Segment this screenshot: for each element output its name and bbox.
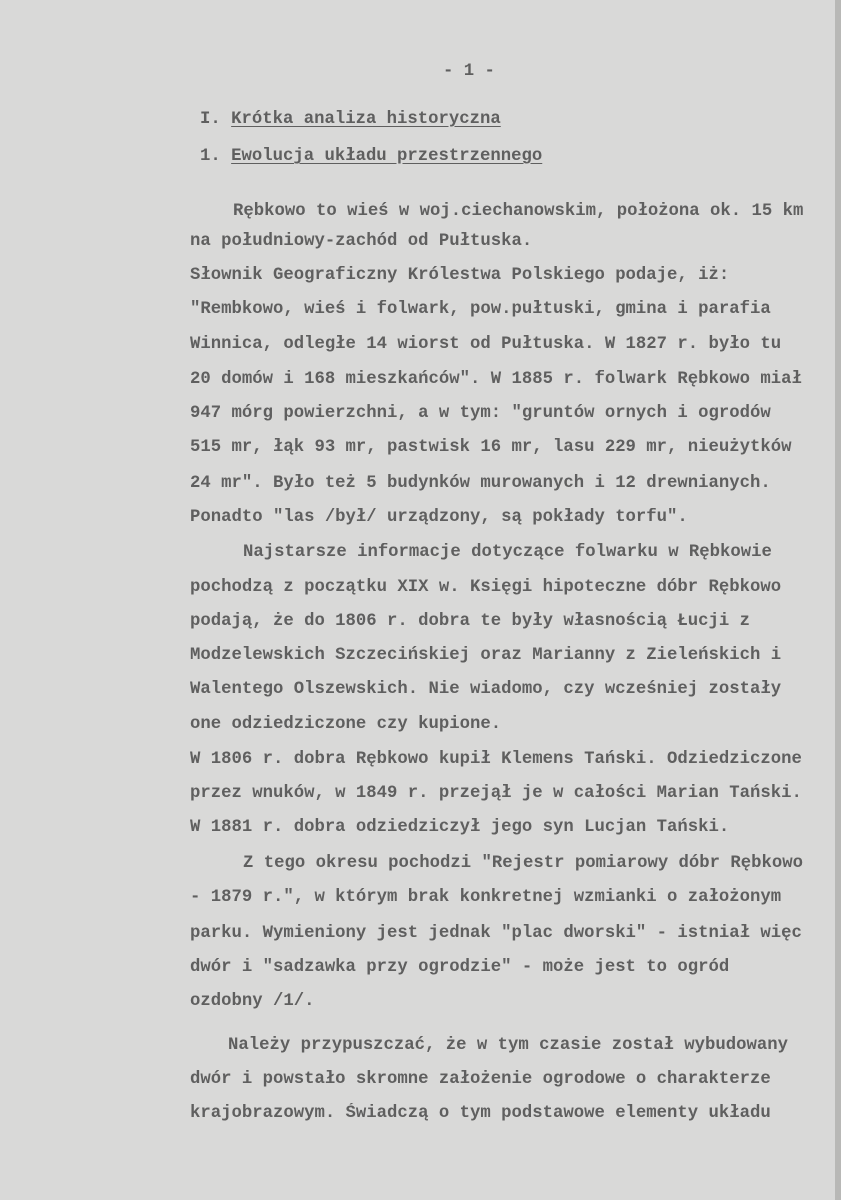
text-line: dwór i powstało skromne założenie ogrodowe o charakterze	[190, 1070, 771, 1089]
paper-edge	[835, 0, 841, 1200]
text-line: pochodzą z początku XIX w. Księgi hipoteczne dóbr Rębkowo	[190, 578, 782, 597]
section-heading	[200, 110, 501, 130]
text-line: Walentego Olszewskich. Nie wiadomo, czy wcześniej zostały	[190, 680, 782, 699]
text-line: "Rembkowo, wieś i folwark, pow.pułtuski, gmina i parafia	[190, 300, 771, 319]
text-line: dwór i "sadzawka przy ogrodzie" - może jest to ogród	[190, 958, 730, 977]
section-title: Krótka analiza historyczna	[231, 110, 501, 129]
text-line: W 1881 r. dobra odziedziczył jego syn Lucjan Tański.	[190, 818, 730, 837]
text-line: Należy przypuszczać, że w tym czasie został wybudowany	[228, 1036, 789, 1055]
text-line: ozdobny /1/.	[190, 992, 315, 1011]
text-line: krajobrazowym. Świadczą o tym podstawowe elementy układu	[190, 1104, 771, 1123]
section-number: I.	[200, 110, 221, 129]
text-line: Słownik Geograficzny Królestwa Polskiego podaje, iż:	[190, 266, 730, 285]
text-line: Z tego okresu pochodzi "Rejestr pomiarowy dóbr Rębkowo	[243, 854, 804, 873]
text-line: Rębkowo to wieś w woj.ciechanowskim, położona ok. 15 km	[233, 202, 804, 221]
text-line: przez wnuków, w 1849 r. przejął je w całości Marian Tański.	[190, 784, 802, 803]
text-line: 515 mr, łąk 93 mr, pastwisk 16 mr, lasu 229 mr, nieużytków	[190, 438, 792, 457]
text-line: 20 domów i 168 mieszkańców". W 1885 r. folwark Rębkowo miał	[190, 370, 802, 389]
text-line: Najstarsze informacje dotyczące folwarku w Rębkowie	[243, 543, 772, 562]
text-line: Winnica, odległe 14 wiorst od Pułtuska. W 1827 r. było tu	[190, 335, 782, 354]
text-line: W 1806 r. dobra Rębkowo kupił Klemens Tański. Odziedziczone	[190, 750, 802, 769]
text-line: parku. Wymieniony jest jednak "plac dworski" - istniał więc	[190, 924, 802, 943]
subsection-title: Ewolucja układu przestrzennego	[231, 147, 543, 166]
subsection-heading	[200, 147, 542, 167]
text-line: 24 mr". Było też 5 budynków murowanych i 12 drewnianych.	[190, 474, 771, 493]
text-line: - 1879 r.", w którym brak konkretnej wzmianki o założonym	[190, 888, 782, 907]
text-line: podają, że do 1806 r. dobra te były własnością Łucji z	[190, 612, 751, 631]
text-line: Ponadto "las /był/ urządzony, są pokłady torfu".	[190, 508, 688, 527]
page-number: - 1 -	[443, 62, 495, 81]
subsection-number: 1.	[200, 147, 221, 166]
text-line: Modzelewskich Szczecińskiej oraz Marianny z Zieleńskich i	[190, 646, 782, 665]
text-line: na południowy-zachód od Pułtuska.	[190, 232, 533, 251]
text-line: 947 mórg powierzchni, a w tym: "gruntów ornych i ogrodów	[190, 404, 771, 423]
text-line: one odziedziczone czy kupione.	[190, 715, 502, 734]
